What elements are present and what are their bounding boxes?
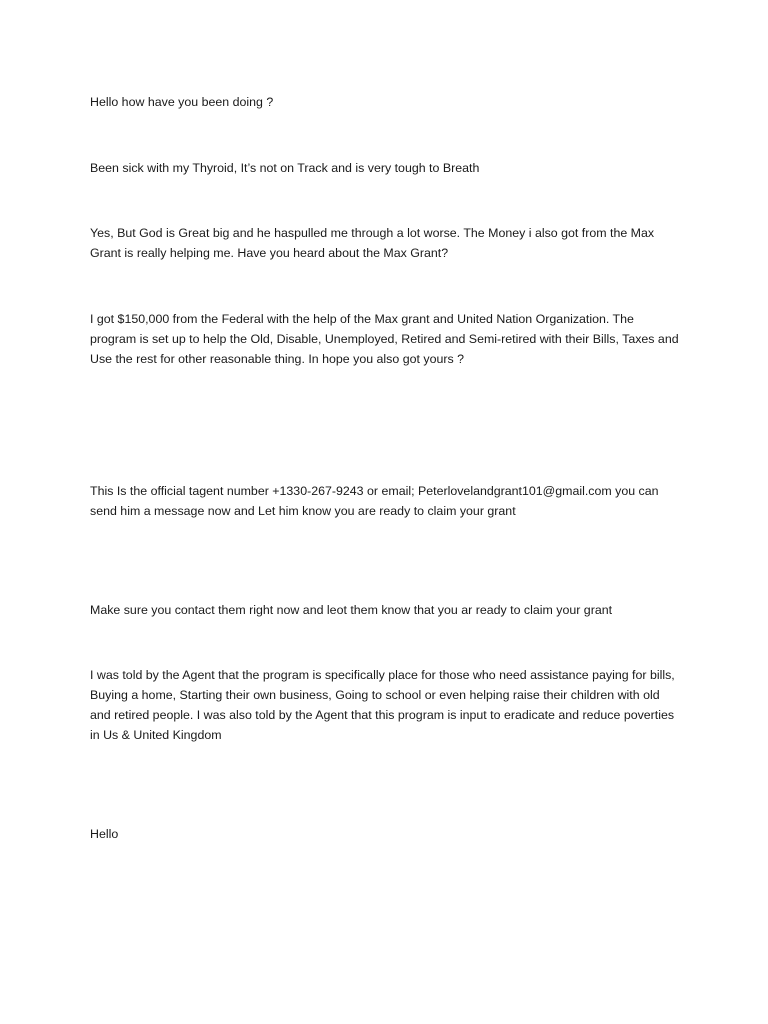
paragraph-agent-contact: This Is the official tagent number +1330-267-9243 or email; Peterlovelandgrant101@gmail.com you can send him a message now and Let him know you are ready to claim your grant [90,484,659,518]
paragraph-greeting: Hello how have you been doing ? [90,95,274,109]
paragraph-contact-now: Make sure you contact them right now and leot them know that you ar ready to claim your grant [90,603,613,617]
paragraph-program-details: I was told by the Agent that the program is specifically place for those who need assistance paying for bills, Buying a home, Starting their own business, Going to school or even helping raise their children with old and retired people. I was also told by the Agent that this program is input to eradicate and reduce poverties in Us & United Kingdom [90,668,675,742]
paragraph-max-grant-question: Yes, But God is Great big and he haspulled me through a lot worse. The Money i also got from the Max Grant is really helping me. Have you heard about the Max Grant? [90,226,655,260]
paragraph-grant-amount: I got $150,000 from the Federal with the help of the Max grant and United Nation Organization. The program is set up to help the Old, Disable, Unemployed, Retired and Semi-retired with their Bills, Taxes and Use the rest for other reasonable thing. In hope you also got yours ? [90,312,679,366]
paragraph-illness: Been sick with my Thyroid, It’s not on Track and is very tough to Breath [90,161,480,175]
paragraph-closing-hello: Hello [90,827,119,841]
